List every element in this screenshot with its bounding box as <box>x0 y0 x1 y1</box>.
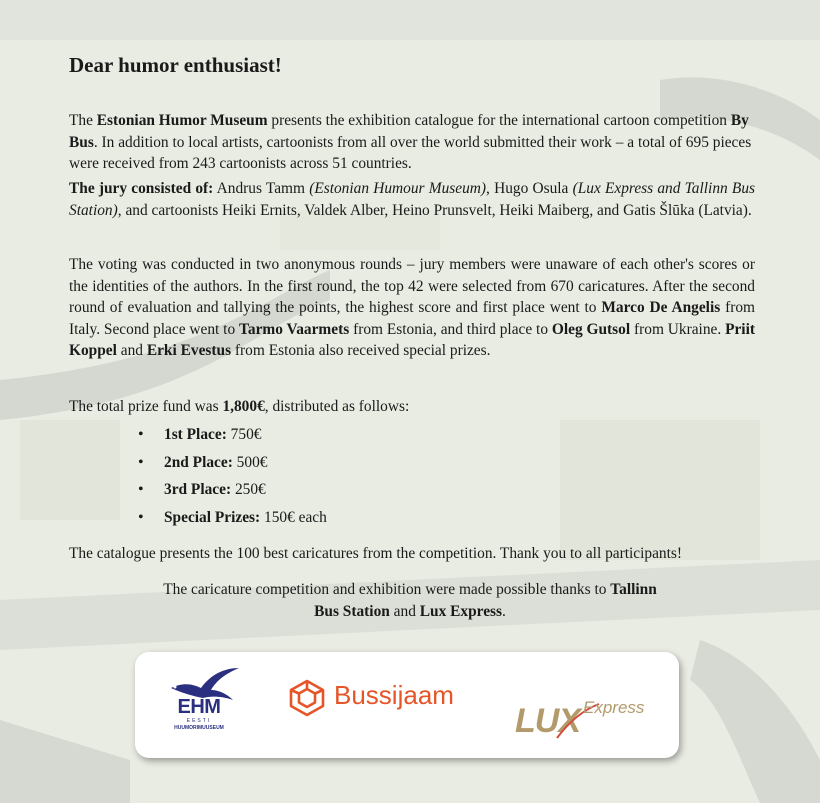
text-run: , and cartoonists Heiki Ernits, Valdek Alber, Heino Prunsvelt, Heiki Maiberg, and Gatis Šlūka (Latvia). <box>117 201 752 219</box>
winner-name: Oleg Gutsol <box>551 320 631 338</box>
text-run: . <box>502 603 506 620</box>
list-item <box>138 476 327 504</box>
text-run: and <box>389 603 420 620</box>
voting-paragraph <box>69 254 755 362</box>
prize-value: 250€ <box>231 481 266 498</box>
text-run: from Italy. Second place went to <box>69 299 755 338</box>
sponsor-name: Tallinn Bus Station <box>314 581 657 620</box>
prize-value: 150€ each <box>260 508 327 526</box>
list-item <box>138 421 327 449</box>
list-item <box>138 504 327 532</box>
prize-label: 1st Place: <box>164 426 227 443</box>
lux-express-text: Express <box>583 698 645 717</box>
text-run: The total prize fund was <box>69 398 223 415</box>
text-run: Andrus Tamm <box>213 180 310 197</box>
text-run: . In addition to local artists, cartoonists from all over the world submitted their work – a total of 695 pieces were received from 243 cartoonists across 51 countries. <box>69 133 752 172</box>
winner-name: Tarmo Vaarmets <box>239 320 350 338</box>
competition-name: By Bus <box>69 112 749 151</box>
sponsor-logos-panel <box>135 652 679 758</box>
page-title: Dear humor enthusiast! <box>69 53 282 77</box>
text-run: and <box>116 342 147 359</box>
text-run: The voting was conducted in two anonymous rounds – jury members were unaware of each other's scores or the identities of the authors. In the first round, the top 42 were selected from 670 caricatures. After the second round of evaluation and tallying the points, the highest score and first place went to <box>69 256 755 316</box>
sponsor-name: Lux Express <box>419 603 503 620</box>
bullet-icon: • <box>138 481 144 498</box>
prize-label: 2nd Place: <box>164 453 233 471</box>
text-run: from Estonia also received special prizes. <box>231 342 491 359</box>
bullet-icon: • <box>138 426 144 443</box>
text-run: presents the exhibition catalogue for the international cartoon competition <box>267 112 731 129</box>
intro-paragraph <box>69 110 755 175</box>
bussijaam-cube-icon <box>287 678 327 718</box>
text-run: from Ukraine. <box>630 320 726 338</box>
winner-name: Erki Evestus <box>146 342 232 359</box>
prize-list <box>138 421 327 531</box>
text-run: , distributed as follows: <box>264 398 410 415</box>
bussijaam-logo-text: Bussijaam <box>334 680 454 710</box>
prize-fund-paragraph <box>69 396 755 418</box>
prize-label: 3rd Place: <box>164 481 232 498</box>
catalogue-note: The catalogue presents the 100 best caricatures from the competition. Thank you to all participants! <box>69 545 683 562</box>
prize-label: Special Prizes: <box>164 508 261 526</box>
text-run: from Estonia, and third place to <box>349 320 552 338</box>
ehm-logo-subtext: EESTI <box>186 718 212 724</box>
prize-fund-amount: 1,800€ <box>222 398 265 415</box>
text-run: , Hugo Osula <box>486 180 573 197</box>
bullet-icon: • <box>138 508 144 526</box>
bullet-icon: • <box>138 453 144 471</box>
thanks-paragraph <box>150 579 670 623</box>
museum-name: Estonian Humor Museum <box>96 112 268 129</box>
ehm-logo-subtext: HUUMORIMUUSEUM <box>174 725 224 731</box>
prize-value: 500€ <box>232 453 268 471</box>
jury-affiliation: (Estonian Humour Museum) <box>309 180 487 197</box>
jury-label: The jury consisted of: <box>69 180 214 197</box>
jury-paragraph <box>69 178 755 221</box>
ehm-logo-text: EHM <box>177 696 221 718</box>
winner-name: Marco De Angelis <box>601 299 721 316</box>
list-item <box>138 449 327 477</box>
winner-name: Priit Koppel <box>69 320 755 359</box>
jury-affiliation: (Lux Express and Tallinn Bus Station) <box>69 180 755 219</box>
lux-logo-text: LUX <box>515 702 580 740</box>
text-run: The caricature competition and exhibition were made possible thanks to <box>163 581 611 598</box>
text-run: The <box>69 112 97 129</box>
prize-value: 750€ <box>226 426 262 443</box>
